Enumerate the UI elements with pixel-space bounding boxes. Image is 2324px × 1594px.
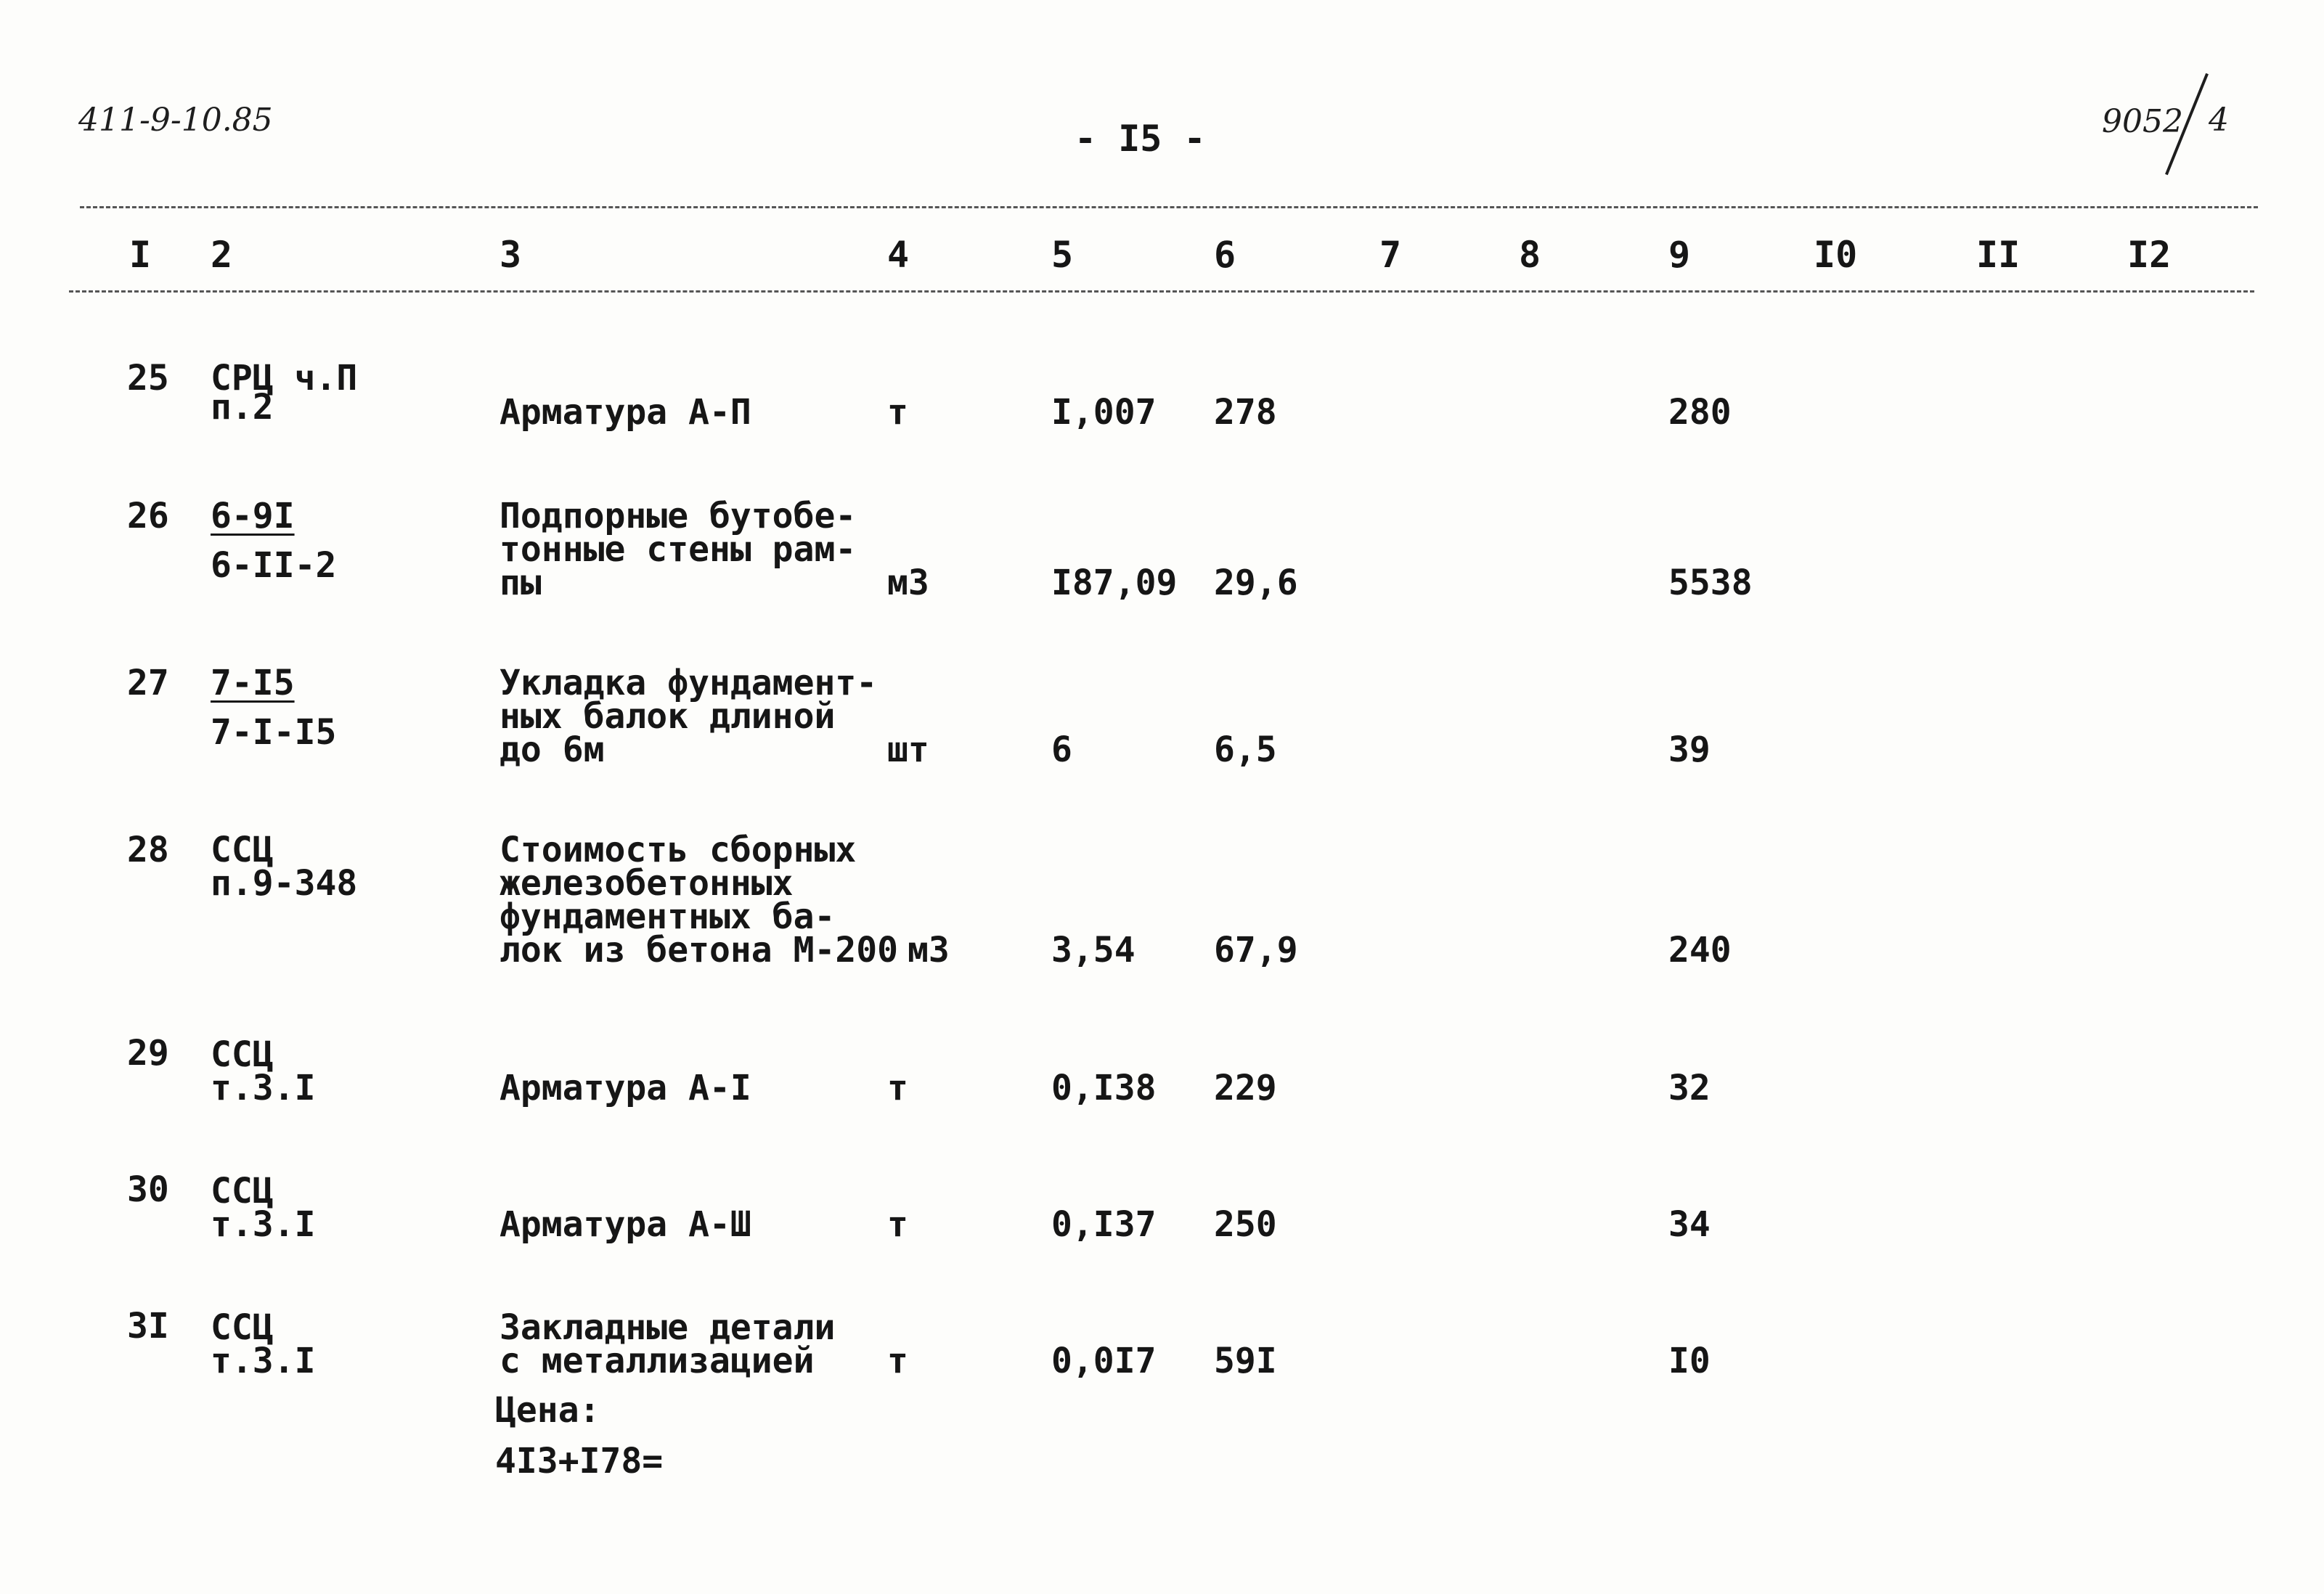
- row-unit-price: 29,6: [1214, 563, 1298, 603]
- row-number: 3I: [127, 1306, 169, 1346]
- row-description: Арматура А-I: [500, 1068, 751, 1108]
- row-description-line2: тонные стены рам-: [500, 529, 857, 570]
- header-bottom-rule: [69, 290, 2254, 293]
- document-code-left: 411-9-10.85: [78, 102, 273, 139]
- row-code-line2: п.2: [211, 387, 274, 428]
- row-quantity: I87,09: [1051, 563, 1178, 603]
- row-description-line2: железобетонных: [500, 863, 794, 904]
- row-total: 34: [1668, 1204, 1711, 1245]
- row-description-line3: пы: [500, 563, 542, 603]
- row-description: Арматура А-Ш: [500, 1204, 751, 1245]
- row-description-line1: Закладные детали: [500, 1307, 836, 1348]
- column-header-6: 6: [1214, 234, 1236, 276]
- row-unit-price: 278: [1214, 392, 1277, 433]
- row-unit-price: 67,9: [1214, 930, 1298, 970]
- row-description-line2: с металлизацией: [500, 1341, 815, 1381]
- row-total: 5538: [1668, 563, 1753, 603]
- row-quantity: 0,0I7: [1051, 1341, 1157, 1381]
- row-quantity: 6: [1051, 729, 1072, 770]
- row-code-line2: т.3.I: [211, 1341, 316, 1381]
- row-number: 30: [127, 1169, 169, 1210]
- row-total: 39: [1668, 729, 1711, 770]
- price-note-label: Цена:: [495, 1390, 600, 1431]
- row-number: 27: [127, 663, 169, 703]
- row-quantity: 0,I38: [1051, 1068, 1157, 1108]
- column-header-4: 4: [887, 234, 910, 276]
- row-code-line1: 7-I5: [211, 663, 295, 703]
- column-header-2: 2: [211, 234, 233, 276]
- column-header-8: 8: [1519, 234, 1541, 276]
- column-header-1: I: [129, 234, 152, 276]
- row-code-line1: ССЦ: [211, 1034, 274, 1075]
- row-code-line1: ССЦ: [211, 830, 274, 870]
- row-code-line2: т.3.I: [211, 1068, 316, 1108]
- row-total: I0: [1668, 1341, 1711, 1381]
- row-number: 26: [127, 496, 169, 536]
- row-code-line2: п.9-348: [211, 863, 358, 904]
- row-number: 25: [127, 358, 169, 398]
- column-header-3: 3: [500, 234, 522, 276]
- row-code-line2: 7-I-I5: [211, 712, 337, 753]
- row-total: 32: [1668, 1068, 1711, 1108]
- row-total: 280: [1668, 392, 1732, 433]
- row-total: 240: [1668, 930, 1732, 970]
- row-unit: м3: [908, 930, 950, 970]
- column-header-12: I2: [2127, 234, 2172, 276]
- column-header-9: 9: [1668, 234, 1691, 276]
- row-unit-price: 59I: [1214, 1341, 1277, 1381]
- row-code-line1: ССЦ: [211, 1171, 274, 1211]
- row-unit-price: 250: [1214, 1204, 1277, 1245]
- row-quantity: 3,54: [1051, 930, 1136, 970]
- column-header-11: II: [1976, 234, 2021, 276]
- column-header-5: 5: [1051, 234, 1074, 276]
- header-top-rule: [80, 206, 2258, 208]
- price-note-formula: 4I3+I78=: [495, 1441, 664, 1481]
- row-description-line2: ных балок длиной: [500, 696, 836, 737]
- row-number: 29: [127, 1033, 169, 1074]
- column-header-10: I0: [1814, 234, 1858, 276]
- row-unit: т: [887, 1204, 908, 1245]
- row-unit: т: [887, 1068, 908, 1108]
- document-code-right: 9052: [2102, 103, 2183, 140]
- row-code-line1: СРЦ ч.П: [211, 358, 358, 398]
- row-unit-price: 229: [1214, 1068, 1277, 1108]
- document-code-right-suffix: 4: [2209, 102, 2229, 139]
- page-number: - I5 -: [1075, 118, 1206, 160]
- row-quantity: I,007: [1051, 392, 1157, 433]
- row-description-line3: до 6м: [500, 729, 605, 770]
- row-code-line1: ССЦ: [211, 1307, 274, 1348]
- row-description: Арматура А-П: [500, 392, 751, 433]
- row-quantity: 0,I37: [1051, 1204, 1157, 1245]
- row-description-line3: фундаментных ба-: [500, 896, 836, 937]
- column-header-7: 7: [1379, 234, 1402, 276]
- row-description-line4: лок из бетона М-200: [500, 930, 899, 970]
- row-number: 28: [127, 830, 169, 870]
- row-description-line1: Подпорные бутобе-: [500, 496, 857, 536]
- row-description-line1: Стоимость сборных: [500, 830, 857, 870]
- row-code-line2: т.3.I: [211, 1204, 316, 1245]
- row-unit-price: 6,5: [1214, 729, 1277, 770]
- row-code-line2: 6-II-2: [211, 545, 337, 586]
- row-unit: м3: [887, 563, 929, 603]
- row-unit: т: [887, 392, 908, 433]
- row-unit: т: [887, 1341, 908, 1381]
- row-unit: шт: [887, 729, 929, 770]
- row-code-line1: 6-9I: [211, 496, 295, 536]
- row-description-line1: Укладка фундамент-: [500, 663, 878, 703]
